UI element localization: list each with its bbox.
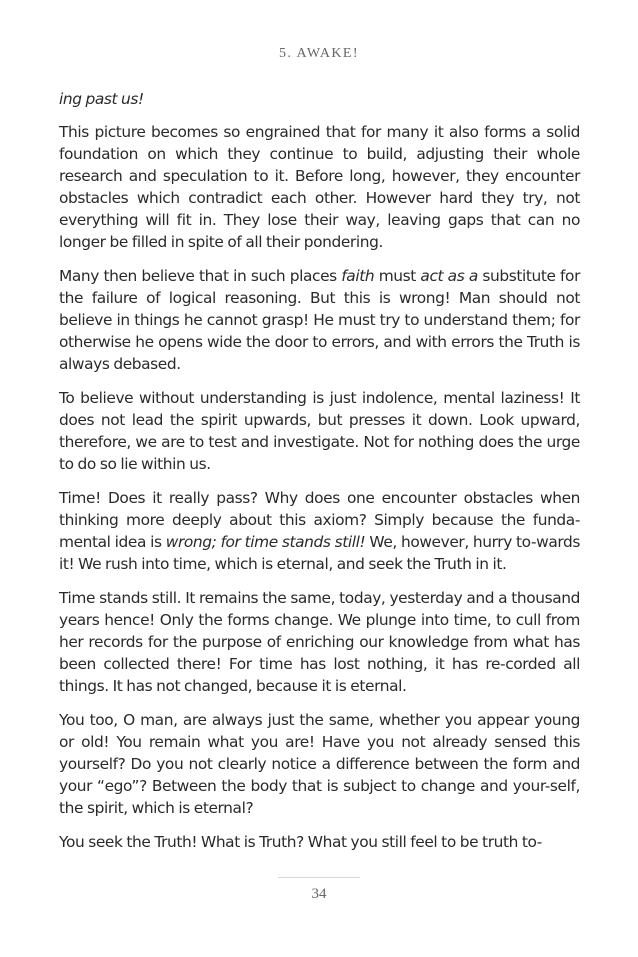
- paragraph-text: Time! Does it really pass? Why does one encounter obstacles when thinking more deeply about this axiom? Simply because the funda-mental idea is: [59, 489, 580, 551]
- paragraph: [59, 265, 580, 375]
- page-body: [59, 88, 580, 865]
- paragraph: [59, 487, 580, 575]
- paragraph-text: This picture becomes so engrained that for many it also forms a solid foundation on which they continue to build, adjusting their whole research and speculation to it. Before long, however, they encounter obstacles which contradict each other. However hard they try, not everything will fit in. They lose their way, leaving gaps that can no longer be filled in spite of all their pondering.: [59, 123, 580, 251]
- paragraph-text: You too, O man, are always just the same, whether you appear young or old! You remain what you are! Have you not already sensed this yourself? Do you not clearly notice a difference between the form and your “ego”? Between the body that is subject to change and your-self, the spirit, which is eternal?: [59, 711, 580, 817]
- italic-text: ing past us!: [59, 90, 144, 108]
- paragraph-text: substitute for the failure of logical reasoning. But this is wrong! Man should not believe in things he cannot grasp! He must try to understand them; for otherwise he opens wide the door to errors, and with errors the Truth is always debased.: [59, 267, 581, 373]
- paragraph-text: You seek the Truth! What is Truth? What you still feel to be truth to-: [59, 833, 542, 851]
- paragraph-text: Many then believe that in such places: [59, 267, 342, 285]
- paragraph: [59, 587, 580, 697]
- paragraph: [59, 831, 580, 853]
- italic-text: wrong; for time stands still!: [165, 533, 366, 551]
- italic-text: act as a: [420, 267, 478, 285]
- paragraph: [59, 387, 580, 475]
- footer-divider: [278, 877, 360, 878]
- page-number: 34: [311, 886, 327, 902]
- italic-text: faith: [341, 267, 375, 285]
- running-head: 5. AWAKE!: [279, 46, 359, 61]
- paragraph-text: Time stands still. It remains the same, today, yesterday and a thousand years hence! Only the forms change. We plunge into time, to cull from her records for the purpose of enriching our knowledge from what has been collected there! For time has lost nothing, it has re-corded all things. It has not changed, because it is eternal.: [59, 589, 580, 695]
- paragraph-text: To believe without understanding is just indolence, mental laziness! It does not lead the spirit upwards, but presses it down. Look upward, therefore, we are to test and investigate. Not for nothing does the urge to do so lie within us.: [59, 389, 580, 473]
- paragraph: [59, 709, 580, 819]
- paragraph: [59, 121, 580, 253]
- paragraph-text: must: [374, 267, 421, 285]
- paragraph-text: We, however, hurry to-wards it! We rush into time, which is eternal, and seek the Truth in it.: [59, 533, 581, 573]
- paragraph: [59, 88, 580, 110]
